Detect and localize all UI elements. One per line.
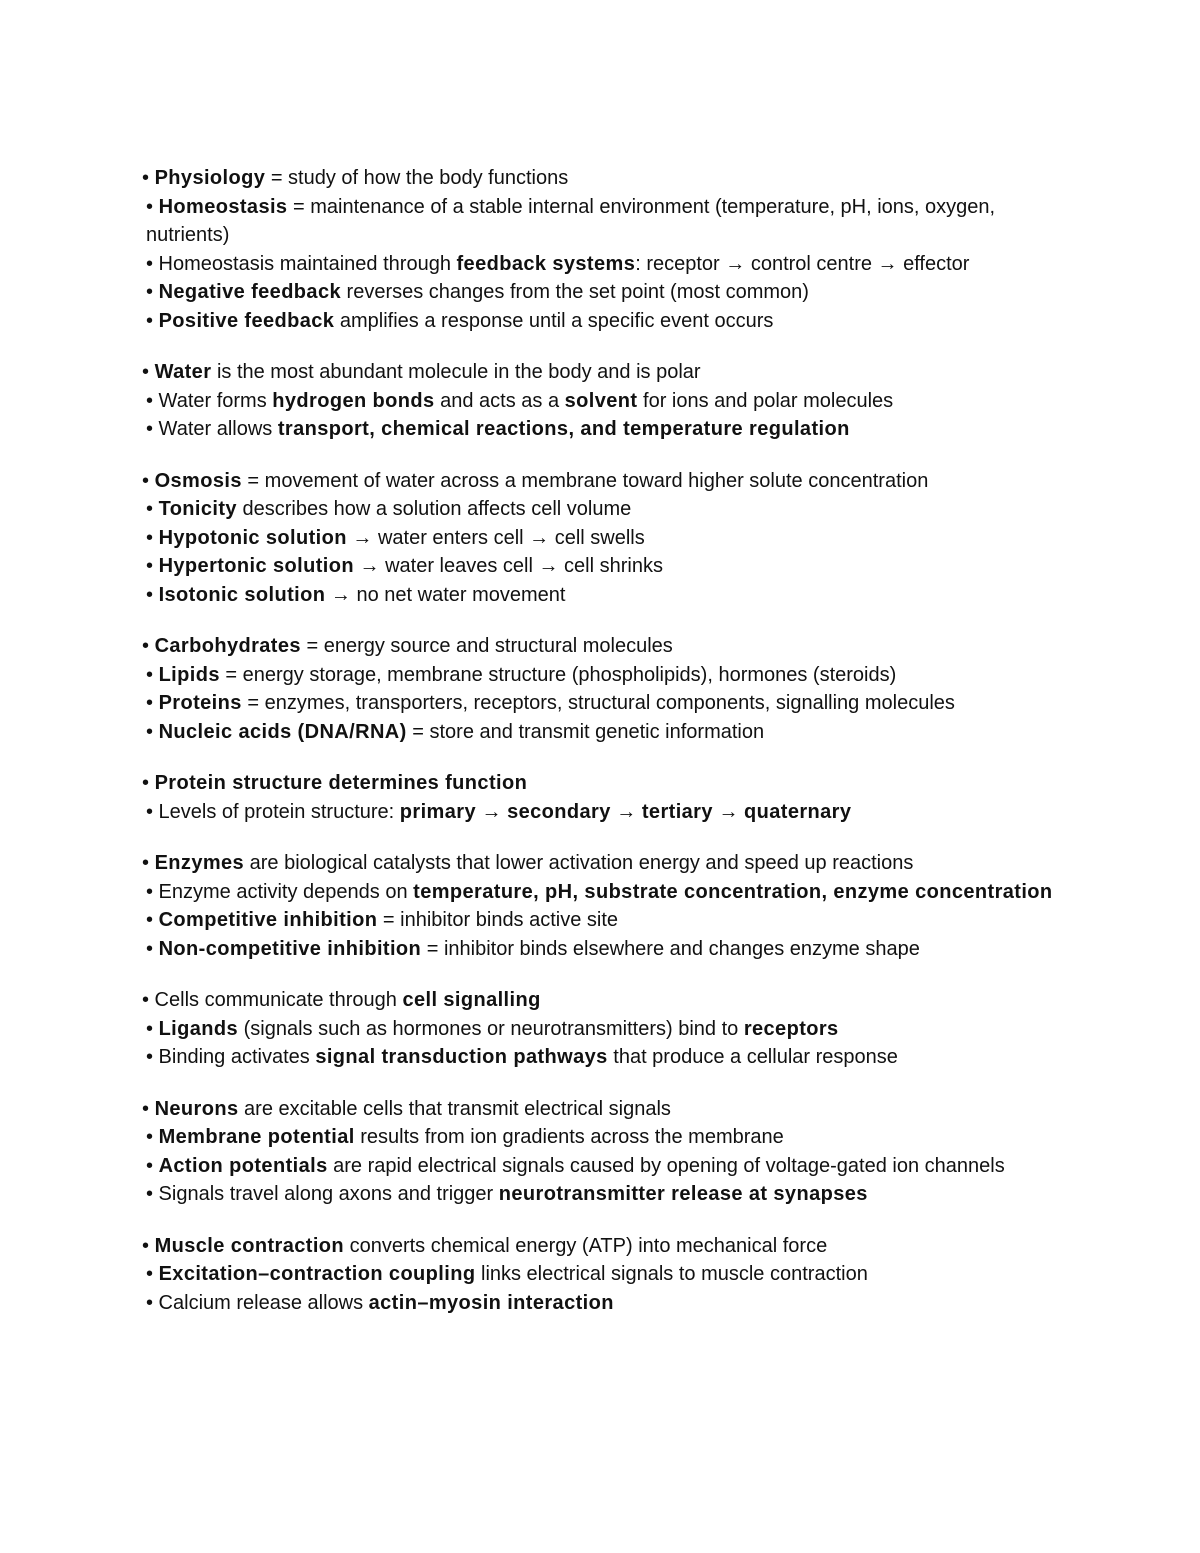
bullet-line [142, 1043, 1072, 1072]
note-text: converts chemical energy (ATP) into mechanical force [344, 1234, 828, 1257]
bold-term: secondary [507, 800, 611, 823]
bold-term: Homeostasis [158, 195, 288, 218]
note-text: • [146, 1126, 159, 1148]
note-text: • Binding activates [146, 1046, 316, 1068]
note-text: • [146, 526, 159, 549]
note-text: = enzymes, transporters, receptors, structural components, signalling molecules [241, 692, 955, 714]
bold-term: Positive feedback [158, 309, 335, 332]
bullet-line [142, 1180, 1072, 1209]
bullet-line [142, 307, 1072, 336]
bold-term: Enzymes [154, 852, 245, 874]
note-text: • [142, 772, 155, 794]
bullet-line [142, 1289, 1072, 1318]
bullet-line [142, 387, 1072, 416]
bold-term: actin–myosin interaction [368, 1291, 614, 1314]
bullet-line [142, 524, 1072, 553]
bold-term: Excitation–contraction coupling [158, 1263, 476, 1285]
note-text: • [146, 195, 159, 218]
note-text: describes how a solution affects cell volume [236, 498, 632, 520]
note-text: • [142, 361, 155, 383]
note-text: • [146, 498, 159, 520]
bullet-line [142, 1015, 1072, 1044]
bold-term: Proteins [158, 692, 242, 714]
note-text: is the most abundant molecule in the body and is polar [211, 361, 701, 383]
bold-term: signal transduction pathways [315, 1046, 608, 1068]
bullet-line [142, 581, 1072, 610]
bold-term: Nucleic acids (DNA/RNA) [158, 720, 407, 743]
notes-section [142, 1232, 1072, 1318]
note-text: • Homeostasis maintained through [146, 252, 457, 275]
note-text: = maintenance of a stable internal environment (temperature, pH, ions, oxygen, nutrients) [146, 195, 996, 246]
note-text: → [475, 800, 508, 823]
bullet-line [142, 632, 1072, 661]
bullet-line [142, 718, 1072, 747]
note-text: • [146, 281, 159, 303]
note-text: • Water forms [146, 389, 273, 412]
bold-term: Hypertonic solution [158, 555, 354, 577]
bold-term: Carbohydrates [154, 635, 301, 657]
bold-term: Lipids [158, 663, 220, 686]
notes-section [142, 164, 1072, 335]
notes-section [142, 467, 1072, 610]
bold-term: Neurons [154, 1097, 239, 1120]
bold-term: cell signalling [402, 989, 541, 1011]
note-text: • [146, 1263, 159, 1285]
note-text: • [146, 555, 159, 577]
bold-term: transport, chemical reactions, and temperature regulation [277, 418, 850, 440]
bold-term: temperature, pH, substrate concentration, enzyme concentration [413, 880, 1053, 903]
bold-term: Physiology [154, 167, 266, 189]
note-text: • [146, 692, 159, 714]
bullet-line [142, 164, 1072, 193]
bullet-line [142, 661, 1072, 690]
bullet-line [142, 906, 1072, 935]
notes-section [142, 986, 1072, 1072]
bullet-line [142, 935, 1072, 964]
note-text: for ions and polar molecules [637, 389, 894, 412]
bold-term: tertiary [641, 800, 713, 823]
note-text: • Cells communicate through [142, 989, 403, 1011]
bullet-line [142, 1260, 1072, 1289]
bold-term: neurotransmitter release at synapses [498, 1183, 868, 1205]
note-text: → water enters cell → cell swells [346, 526, 645, 549]
bold-term: Osmosis [154, 469, 242, 492]
note-text: • [142, 1234, 155, 1257]
note-text: • Water allows [146, 418, 278, 440]
bullet-line [142, 358, 1072, 387]
note-text: links electrical signals to muscle contraction [475, 1263, 868, 1285]
bullet-line [142, 878, 1072, 907]
bullet-line [142, 849, 1072, 878]
bold-term: Membrane potential [158, 1126, 355, 1148]
bold-term: quaternary [744, 800, 852, 823]
bold-term: receptors [743, 1017, 839, 1040]
bullet-line [142, 278, 1072, 307]
note-text: • [146, 309, 159, 332]
bold-term: Non-competitive inhibition [158, 937, 422, 960]
bullet-line [142, 495, 1072, 524]
note-text: → water leaves cell → cell shrinks [353, 555, 663, 577]
note-text: • [142, 469, 155, 492]
note-text: → [610, 800, 642, 823]
note-text: : receptor → control centre → effector [635, 252, 970, 275]
note-text: = inhibitor binds elsewhere and changes enzyme shape [421, 937, 920, 960]
note-text: = energy storage, membrane structure (phospholipids), hormones (steroids) [219, 663, 897, 686]
bold-term: Isotonic solution [158, 583, 326, 606]
note-text: amplifies a response until a specific event occurs [334, 309, 774, 332]
note-text: • [146, 1017, 159, 1040]
bold-term: primary [399, 800, 476, 823]
bullet-line [142, 1123, 1072, 1152]
note-text: • Calcium release allows [146, 1291, 369, 1314]
note-text: • Levels of protein structure: [146, 800, 400, 823]
bullet-line [142, 193, 1072, 250]
note-text: = inhibitor binds active site [377, 909, 619, 931]
bold-term: Hypotonic solution [158, 526, 347, 549]
note-text: and acts as a [434, 389, 565, 412]
bullet-line [142, 415, 1072, 444]
bold-term: Muscle contraction [154, 1234, 345, 1257]
note-text: → no net water movement [325, 583, 566, 606]
note-text: • [146, 937, 159, 960]
bold-term: feedback systems [456, 252, 636, 275]
notes-section [142, 358, 1072, 444]
note-text: are biological catalysts that lower activation energy and speed up reactions [244, 852, 914, 874]
bullet-line [142, 1232, 1072, 1261]
bold-term: Water [154, 361, 212, 383]
bullet-line [142, 798, 1072, 827]
note-text: = study of how the body functions [265, 167, 569, 189]
bold-term: Competitive inhibition [158, 909, 378, 931]
note-text: = energy source and structural molecules [300, 635, 673, 657]
note-text: • [146, 1154, 159, 1177]
note-text: • Enzyme activity depends on [146, 880, 414, 903]
bold-term: hydrogen bonds [272, 389, 435, 412]
study-notes [142, 164, 1072, 1340]
bold-term: Tonicity [158, 498, 237, 520]
bullet-line [142, 1152, 1072, 1181]
bullet-line [142, 250, 1072, 279]
note-text: • [142, 852, 155, 874]
note-text: are excitable cells that transmit electrical signals [238, 1097, 671, 1120]
note-text: → [712, 800, 745, 823]
note-text: • [146, 583, 159, 606]
bold-term: solvent [564, 389, 638, 412]
notes-section [142, 632, 1072, 746]
note-text: = movement of water across a membrane toward higher solute concentration [241, 469, 929, 492]
notes-section [142, 1095, 1072, 1209]
note-text: are rapid electrical signals caused by opening of voltage-gated ion channels [327, 1154, 1005, 1177]
bullet-line [142, 986, 1072, 1015]
note-text: = store and transmit genetic information [406, 720, 765, 743]
bold-term: Negative feedback [158, 281, 341, 303]
bullet-line [142, 689, 1072, 718]
note-text: reverses changes from the set point (most common) [341, 281, 809, 303]
bullet-line [142, 552, 1072, 581]
notes-section [142, 769, 1072, 826]
note-text: (signals such as hormones or neurotransmitters) bind to [238, 1017, 744, 1040]
bullet-line [142, 769, 1072, 798]
note-text: • [146, 720, 159, 743]
note-text: • [142, 1097, 155, 1120]
note-text: • [142, 635, 155, 657]
note-text: that produce a cellular response [607, 1046, 898, 1068]
note-text: • Signals travel along axons and trigger [146, 1183, 499, 1205]
bullet-line [142, 467, 1072, 496]
note-text: • [142, 167, 155, 189]
bold-term: Protein structure determines function [154, 772, 528, 794]
note-text: • [146, 663, 159, 686]
notes-section [142, 849, 1072, 963]
note-text: results from ion gradients across the membrane [354, 1126, 784, 1148]
note-text: • [146, 909, 159, 931]
bold-term: Ligands [158, 1017, 239, 1040]
bold-term: Action potentials [158, 1154, 328, 1177]
bullet-line [142, 1095, 1072, 1124]
